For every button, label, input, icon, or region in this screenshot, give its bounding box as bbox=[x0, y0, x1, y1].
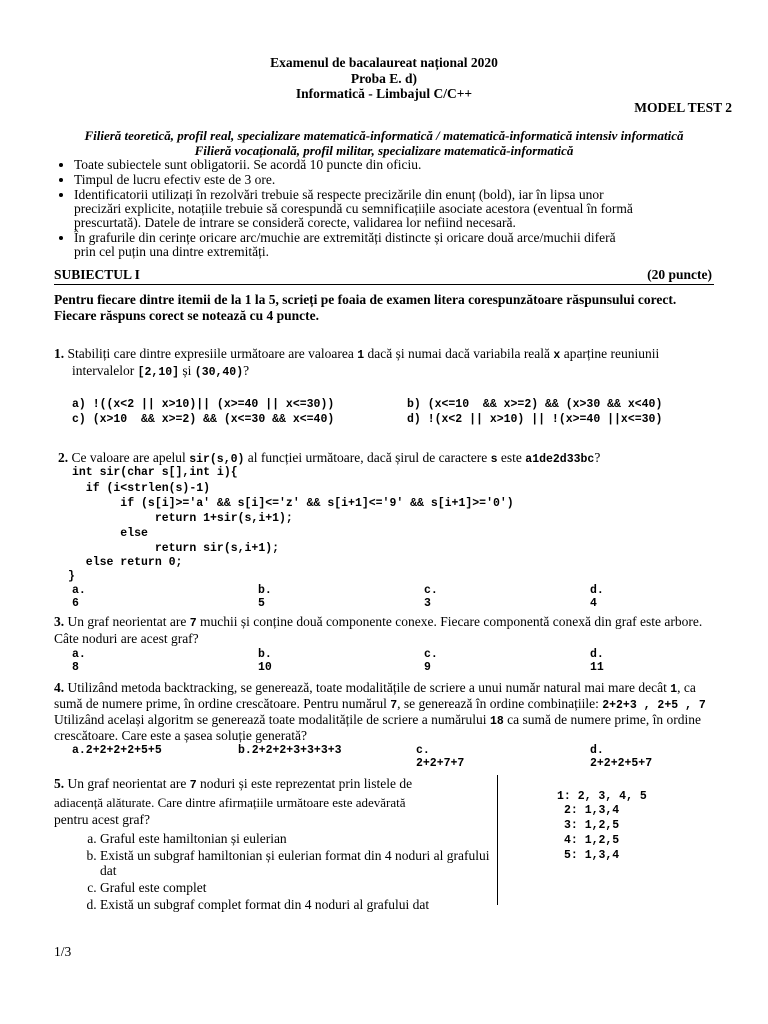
q4-text-c: sumă de numere prime, în ordine crescătoare. Pentru numărul bbox=[54, 696, 387, 711]
q3-answer-b: b. 10 bbox=[258, 648, 272, 674]
q5-options bbox=[56, 831, 500, 914]
q1-line-1 bbox=[54, 346, 659, 362]
q4-number: 4. bbox=[54, 680, 65, 695]
q1-option-a: a) !((x<2 || x>10)|| (x>=40 || x<=30)) bbox=[72, 398, 335, 411]
q3-answer-a: a. 8 bbox=[72, 648, 86, 674]
q2-qm: ? bbox=[594, 450, 601, 465]
q5-nodes: 7 bbox=[189, 779, 197, 792]
model-label: MODEL TEST 2 bbox=[634, 100, 732, 115]
code-line: return 1+sir(s,i+1); bbox=[72, 512, 293, 525]
q4-line-2 bbox=[54, 696, 706, 712]
q5-option-d: d. Există un subgraf complet format din 4 noduri al grafului dat bbox=[100, 897, 500, 912]
exam-title: Examenul de bacalaureat național 2020 bbox=[270, 55, 498, 70]
page-number: 1/3 bbox=[54, 944, 72, 959]
adjacency-list-row: 4: 1,2,5 bbox=[564, 834, 620, 847]
instructions-line-1: Pentru fiecare dintre itemii de la 1 la 5, scrieți pe foaia de examen litera corespunzătoare răspunsului corect. bbox=[54, 292, 677, 307]
rule-item: • Identificatorii utilizați în rezolvări trebuie să respecte precizările din enunț (bold), iar în lipsa unor precizări explicite, notațiile trebuie să corespundă cu semnificațiile asociate acestora (eventual în formă prescurtată). Datele de intrare se consideră corecte, validarea lor nefiind necesară. bbox=[74, 188, 634, 230]
rules-list bbox=[56, 158, 634, 260]
q1-interval-1: [2,10] bbox=[137, 366, 180, 379]
q2-number: 2. bbox=[58, 450, 69, 465]
rule-item: • Toate subiectele sunt obligatorii. Se acordă 10 puncte din oficiu. bbox=[74, 158, 634, 172]
q5-option-b: b. Există un subgraf hamiltonian și eulerian format din 4 noduri al grafului dat bbox=[100, 848, 500, 878]
q2-answer-a: a. 6 bbox=[72, 584, 86, 610]
q2-string: a1de2d33bc bbox=[525, 453, 595, 466]
q1-text-b: dacă și numai dacă variabila reală bbox=[367, 346, 551, 361]
q3-number: 3. bbox=[54, 614, 65, 629]
q5-option-a: a. Graful este hamiltonian și eulerian bbox=[100, 831, 500, 846]
q4-answer-a: a.2+2+2+2+5+5 bbox=[72, 744, 162, 757]
filiera-line-2: Filieră vocațională, profil militar, specializare matematică-informatică bbox=[194, 143, 574, 158]
q2-answer-c: c. 3 bbox=[424, 584, 438, 610]
q3-answer-d: d. 11 bbox=[590, 648, 604, 674]
q5-text-a: Un graf neorientat are bbox=[67, 776, 187, 791]
exam-subject: Informatică - Limbajul C/C++ bbox=[295, 86, 473, 101]
q3-line-1 bbox=[54, 614, 702, 630]
q4-line-1 bbox=[54, 680, 696, 696]
q1-option-d: d) !(x<2 || x>10) || !(x>=40 ||x<=30) bbox=[407, 413, 663, 426]
q3-text-b: muchii și conține două componente conexe. Fiecare componentă conexă din graf este arbore. bbox=[199, 614, 703, 629]
q2-text-c: este bbox=[500, 450, 522, 465]
adjacency-list-row: 1: 2, 3, 4, 5 bbox=[557, 790, 647, 803]
q2-answer-d: d. 4 bbox=[590, 584, 604, 610]
q5-separator bbox=[497, 775, 498, 905]
rule-item: • Timpul de lucru efectiv este de 3 ore. bbox=[74, 173, 634, 187]
q3-answer-c: c. 9 bbox=[424, 648, 438, 674]
q1-number: 1. bbox=[54, 346, 65, 361]
q4-answer-b: b.2+2+2+3+3+3+3 bbox=[238, 744, 342, 757]
section-title: SUBIECTUL I bbox=[54, 267, 140, 282]
filiera-line-1: Filieră teoretică, profil real, specializare matematică-informatică / matematică-informatică intensiv informatică bbox=[84, 128, 684, 143]
q5-line-3: pentru acest graf? bbox=[54, 812, 150, 827]
q2-call: sir(s,0) bbox=[189, 453, 245, 466]
q1-and: și bbox=[182, 363, 192, 378]
q4-line-4: crescătoare. Care este a șasea soluție generată? bbox=[54, 728, 307, 743]
code-line: return sir(s,i+1); bbox=[72, 542, 280, 555]
q2-line-1 bbox=[58, 450, 600, 466]
adjacency-list-row: 3: 1,2,5 bbox=[564, 819, 620, 832]
q3-edges: 7 bbox=[189, 617, 197, 630]
q3-line-2: Câte noduri are acest graf? bbox=[54, 631, 199, 646]
q4-combos: 2+2+3 , 2+5 , 7 bbox=[602, 699, 706, 712]
q5-number: 5. bbox=[54, 776, 65, 791]
q4-eighteen: 18 bbox=[489, 715, 504, 728]
q5-line-2: adiacență alăturate. Care dintre afirmațiile următoare este adevărată bbox=[54, 795, 406, 810]
q1-var: x bbox=[553, 349, 561, 362]
code-line: if (i<strlen(s)-1) bbox=[72, 482, 211, 495]
exam-proba: Proba E. d) bbox=[350, 71, 418, 86]
q2-text-a: Ce valoare are apelul bbox=[71, 450, 186, 465]
section-divider bbox=[54, 284, 714, 285]
code-line: if (s[i]>='a' && s[i]<='z' && s[i+1]<='9' && s[i+1]>='0') bbox=[72, 497, 514, 510]
q4-text-f: ca sumă de numere prime, în ordine bbox=[507, 712, 701, 727]
q1-text-a: Stabiliți care dintre expresiile următoare are valoarea bbox=[67, 346, 354, 361]
q1-text-d: intervalelor bbox=[72, 363, 135, 378]
q4-text-b: , ca bbox=[677, 680, 696, 695]
q4-text-a: Utilizând metoda backtracking, se generează, toate modalitățile de scriere a unui număr natural mai mare decât bbox=[67, 680, 667, 695]
rule-item: • În grafurile din cerințe oricare arc/muchie are extremități distincte și oricare două arce/muchii diferă prin cel puțin una dintre extremități. bbox=[74, 231, 634, 259]
q1-option-c: c) (x>10 && x>=2) && (x<=30 && x<=40) bbox=[72, 413, 335, 426]
q4-text-e: Utilizând același algoritm se generează toate modalitățile de scriere a numărului bbox=[54, 712, 487, 727]
code-line: else bbox=[72, 527, 148, 540]
adjacency-list-row: 5: 1,3,4 bbox=[564, 849, 620, 862]
q2-answer-b: b. 5 bbox=[258, 584, 272, 610]
q3-text-a: Un graf neorientat are bbox=[67, 614, 187, 629]
code-line: else return 0; bbox=[72, 556, 183, 569]
q1-text-c: aparține reuniunii bbox=[563, 346, 660, 361]
q4-text-d: , se generează în ordine combinațiile: bbox=[397, 696, 599, 711]
q4-one: 1 bbox=[670, 683, 678, 696]
instructions-line-2: Fiecare răspuns corect se notează cu 4 puncte. bbox=[54, 308, 319, 323]
code-line: int sir(char s[],int i){ bbox=[72, 466, 238, 479]
q5-text-b: noduri și este reprezentat prin listele de bbox=[199, 776, 413, 791]
q2-var: s bbox=[490, 453, 498, 466]
q1-option-b: b) (x<=10 && x>=2) && (x>30 && x<40) bbox=[407, 398, 663, 411]
q4-seven: 7 bbox=[390, 699, 398, 712]
adjacency-list-row: 2: 1,3,4 bbox=[564, 804, 620, 817]
code-line: } bbox=[68, 570, 75, 583]
q5-option-c: c. Graful este complet bbox=[100, 880, 500, 895]
section-points: (20 puncte) bbox=[647, 267, 712, 282]
q1-qm: ? bbox=[243, 363, 250, 378]
q1-interval-2: (30,40) bbox=[194, 366, 244, 379]
q1-value: 1 bbox=[357, 349, 365, 362]
q4-answer-d: d. 2+2+2+5+7 bbox=[590, 744, 653, 770]
q4-answer-c: c. 2+2+7+7 bbox=[416, 744, 465, 770]
q1-line-2 bbox=[72, 363, 249, 379]
q2-text-b: al funcției următoare, dacă șirul de caractere bbox=[247, 450, 488, 465]
q4-line-3 bbox=[54, 712, 701, 728]
q5-line-1 bbox=[54, 776, 494, 792]
